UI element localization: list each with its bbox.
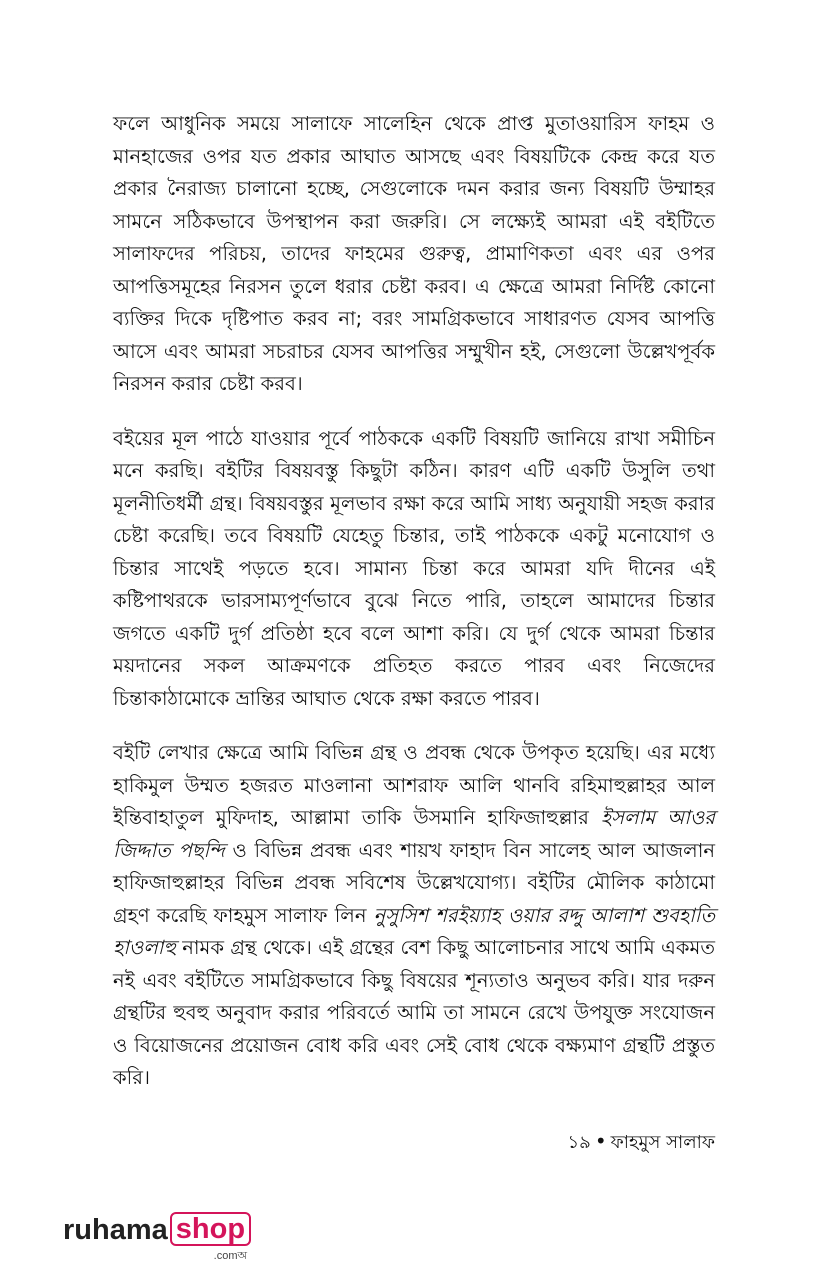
page-footer	[567, 1128, 715, 1159]
paragraph-2-text: বইয়ের মূল পাঠে যাওয়ার পূর্বে পাঠককে একটি বিষয়টি জানিয়ে রাখা সমীচিন মনে করছি। বইটির বিষয়বস্তু কিছুটা কঠিন। কারণ এটি একটি উসুলি তথা মূলনীতিধর্মী গ্রন্থ। বিষয়বস্তুর মূলভাব রক্ষা করে আমি সাধ্য অনুযায়ী সহজ করার চেষ্টা করেছি। তবে বিষয়টি যেহেতু চিন্তার, তাই পাঠককে একটু মনোযোগ ও চিন্তার সাথেই পড়তে হবে। সামান্য চিন্তা করে আমরা যদি দীনের এই কষ্টিপাথরকে ভারসাম্যপূর্ণভাবে বুঝে নিতে পারি, তাহলে আমাদের চিন্তার জগতে একটি দুর্গ প্রতিষ্ঠা হবে বলে আশা করি। যে দুর্গ থেকে আমরা চিন্তার ময়দানের সকল আক্রমণকে প্রতিহত করতে পারব এবং নিজেদের চিন্তাকাঠামোকে ভ্রান্তির আঘাত থেকে রক্ষা করতে পারব।	[113, 426, 715, 710]
logo-brand-right: shop	[170, 1212, 251, 1246]
page-number: ১৯	[567, 1132, 591, 1153]
ruhamashop-watermark-logo	[63, 1212, 251, 1266]
logo-brand-left: ruhama	[63, 1214, 168, 1246]
paragraph-2	[113, 423, 715, 716]
logo-right-group	[168, 1212, 251, 1266]
paragraph-3-text-a: বইটি লেখার ক্ষেত্রে আমি বিভিন্ন গ্রন্থ ও প্রবন্ধ থেকে উপকৃত হয়েছি। এর মধ্যে হাকিমুল উম্মত হজরত মাওলানা আশরাফ আলি থানবি রহিমাহুল্লাহর আল ইন্তিবাহাতুল মুফিদাহ, আল্লামা তাকি উসমানি হাফিজাহুল্লার	[113, 741, 715, 829]
paragraph-1	[113, 108, 715, 401]
footer-separator: •	[594, 1129, 607, 1153]
running-title: ফাহমুস সালাফ	[610, 1132, 715, 1153]
paragraph-3-text-b: ও বিভিন্ন প্রবন্ধ এবং শায়খ ফাহাদ বিন সালেহ আল আজলান হাফিজাহুল্লাহর বিভিন্ন প্রবন্ধ সবিশেষ উল্লেখযোগ্য। বইটির মৌলিক কাঠামো গ্রহণ করেছি ফাহমুস সালাফ লিন	[113, 838, 715, 927]
book-title-italic-2: নুসুসিশ শরইয়্যাহ ওয়ার রদ্দু আলাশ শুবহাতি হাওলাহু	[113, 903, 715, 959]
paragraph-3-text-c: নামক গ্রন্থ থেকে। এই গ্রন্থের বেশ কিছু আলোচনার সাথে আমি একমত নই এবং বইটিতে সামগ্রিকভাবে কিছু বিষয়ের শূন্যতাও অনুভব করি। যার দরুন গ্রন্থটির হুবহু অনুবাদ করার পরিবর্তে আমি তা সামনে রেখে উপযুক্ত সংযোজন ও বিয়োজনের প্রয়োজন বোধ করি এবং সেই বোধ থেকে বক্ষ্যমাণ গ্রন্থটি প্রস্তুত করি।	[113, 936, 715, 1089]
book-title-italic-1: ইসলাম আওর জিদ্দাত পছন্দি	[113, 806, 715, 862]
paragraph-1-text: ফলে আধুনিক সময়ে সালাফে সালেহিন থেকে প্রাপ্ত মুতাওয়ারিস ফাহম ও মানহাজের ওপর যত প্রকার আঘাত আসছে এবং বিষয়টিকে কেন্দ্র করে যত প্রকার নৈরাজ্য চালানো হচ্ছে, সেগুলোকে দমন করার জন্য বিষয়টি উম্মাহর সামনে সঠিকভাবে উপস্থাপন করা জরুরি। সে লক্ষ্যেই আমরা এই বইটিতে সালাফদের পরিচয়, তাদের ফাহমের গুরুত্ব, প্রামাণিকতা এবং এর ওপর আপত্তিসমূহের নিরসন তুলে ধরার চেষ্টা করব। এ ক্ষেত্রে আমরা নির্দিষ্ট কোনো ব্যক্তির দিকে দৃষ্টিপাত করব না; বরং সামগ্রিকভাবে সাধারণত যেসব আপত্তি আসে এবং আমরা সচরাচর যেসব আপত্তির সম্মুখীন হই, সেগুলো উল্লেখপূর্বক নিরসন করার চেষ্টা করব।	[113, 112, 715, 395]
paragraph-3	[113, 737, 715, 1095]
page-body	[113, 108, 715, 1117]
logo-domain: .comঅ	[213, 1250, 248, 1262]
